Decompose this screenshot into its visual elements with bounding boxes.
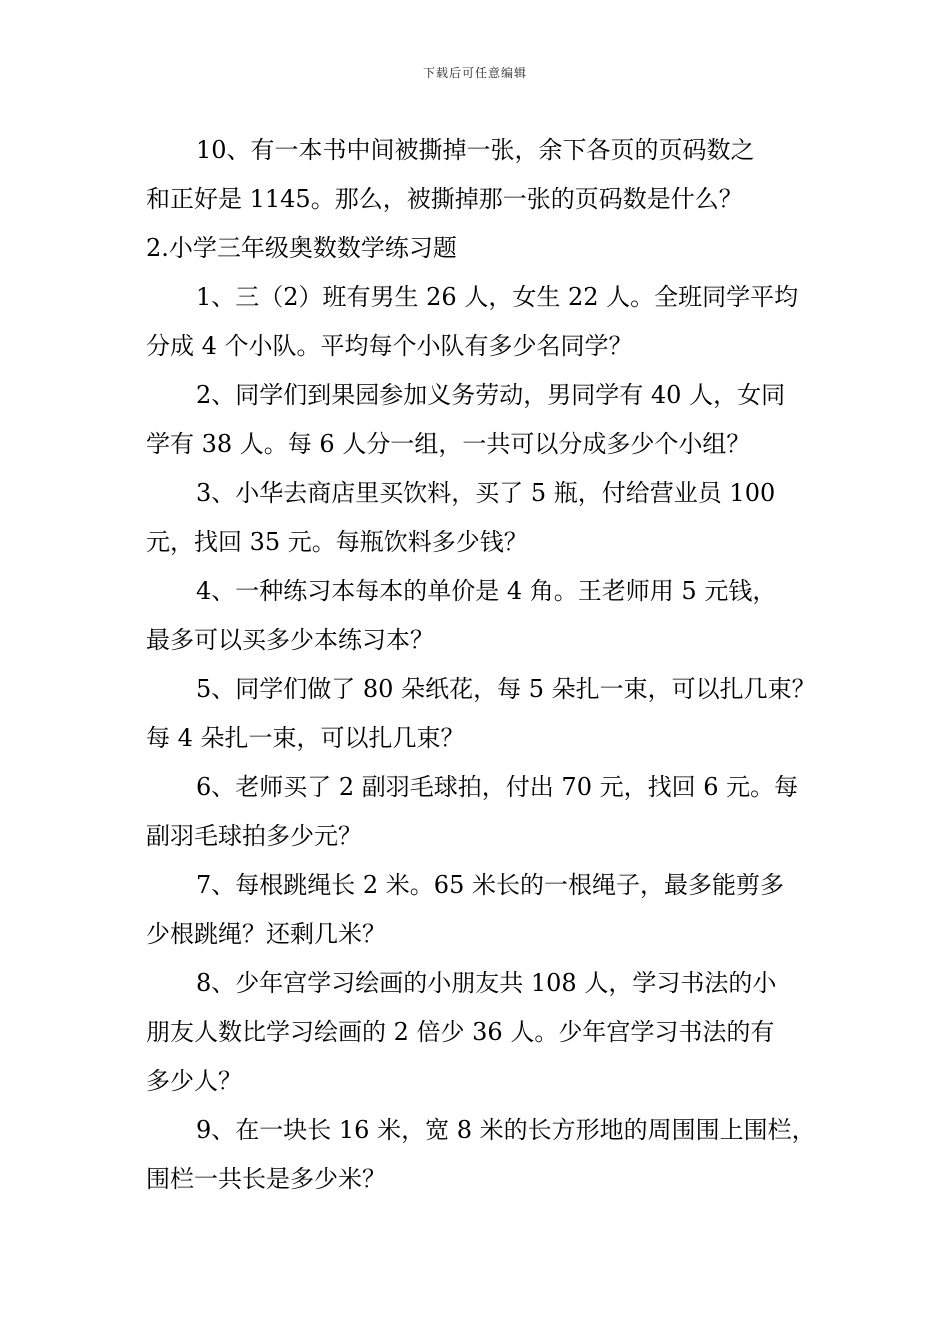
problem-line: 副羽毛球拍多少元？ [146, 822, 362, 850]
problem-3 [146, 469, 836, 567]
problem-line: 少根跳绳？还剩几米？ [146, 920, 386, 948]
problem-line: 多少人？ [146, 1067, 242, 1095]
problem-line: 5、同学们做了 80 朵纸花，每 5 朵扎一束，可以扎几束？ [196, 675, 816, 703]
problem-line: 和正好是 1145。那么，被撕掉那一张的页码数是什么？ [146, 185, 743, 213]
problem-line: 围栏一共长是多少米？ [146, 1165, 386, 1193]
problem-9 [146, 1106, 836, 1204]
document-body [146, 126, 836, 1204]
problem-5 [146, 665, 836, 763]
problem-line: 10、有一本书中间被撕掉一张，余下各页的页码数之 [196, 136, 755, 164]
problem-1 [146, 273, 836, 371]
problem-line: 1、三（2）班有男生 26 人，女生 22 人。全班同学平均 [196, 283, 799, 311]
section-title: 2.小学三年级奥数数学练习题 [146, 234, 457, 262]
problem-line: 6、老师买了 2 副羽毛球拍，付出 70 元，找回 6 元。每 [196, 773, 799, 801]
problem-line: 朋友人数比学习绘画的 2 倍少 36 人。少年宫学习书法的有 [146, 1018, 775, 1046]
problem-8 [146, 959, 836, 1106]
problem-6 [146, 763, 836, 861]
problem-10 [146, 126, 836, 224]
problem-line: 最多可以买多少本练习本？ [146, 626, 434, 654]
problem-line: 学有 38 人。每 6 人分一组，一共可以分成多少个小组？ [146, 430, 751, 458]
problem-line: 3、小华去商店里买饮料，买了 5 瓶，付给营业员 100 [196, 479, 776, 507]
problem-line: 2、同学们到果园参加义务劳动，男同学有 40 人，女同 [196, 381, 786, 409]
problem-line: 4、一种练习本每本的单价是 4 角。王老师用 5 元钱， [196, 577, 777, 605]
problem-4 [146, 567, 836, 665]
problem-line: 分成 4 个小队。平均每个小队有多少名同学？ [146, 332, 633, 360]
problem-line: 7、每根跳绳长 2 米。65 米长的一根绳子，最多能剪多 [196, 871, 784, 899]
problem-line: 元，找回 35 元。每瓶饮料多少钱？ [146, 528, 528, 556]
page-header: 下载后可任意编辑 [422, 66, 527, 80]
problem-2 [146, 371, 836, 469]
problem-line: 9、在一块长 16 米，宽 8 米的长方形地的周围围上围栏， [196, 1116, 816, 1144]
problem-7 [146, 861, 836, 959]
problem-line: 每 4 朵扎一束，可以扎几束？ [146, 724, 465, 752]
problem-line: 8、少年宫学习绘画的小朋友共 108 人，学习书法的小 [196, 969, 777, 997]
